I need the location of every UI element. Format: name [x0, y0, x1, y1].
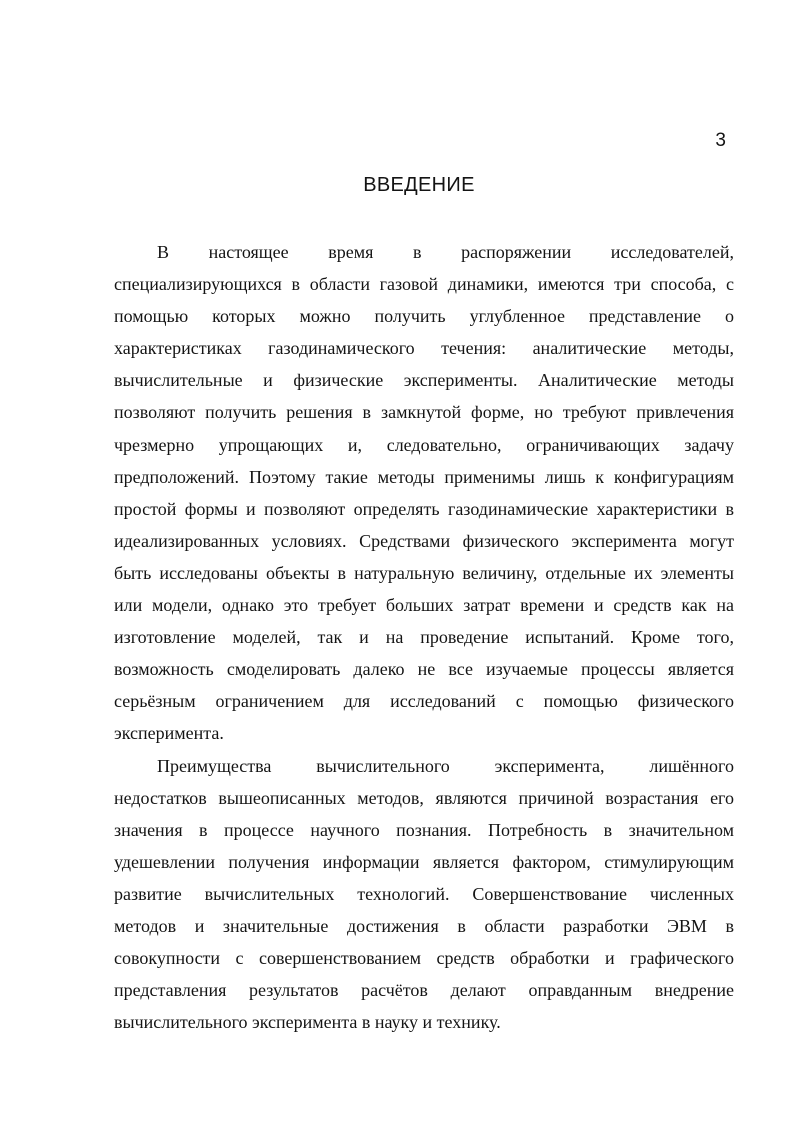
body-text — [114, 236, 734, 1038]
text-line: возможность смоделировать далеко не все изучаемые процессы является — [114, 659, 734, 680]
text-line: эксперимента. — [114, 723, 224, 744]
text-line: помощью которых можно получить углубленное представление о — [114, 306, 734, 327]
text-line: недостатков вышеописанных методов, являются причиной возрастания его — [114, 787, 734, 808]
text-line: Преимущества вычислительного эксперимента, лишённого — [157, 755, 734, 776]
paragraph-2 — [114, 750, 734, 1039]
text-line: идеализированных условиях. Средствами физического эксперимента могут — [114, 530, 734, 551]
text-line: быть исследованы объекты в натуральную величину, отдельные их элементы — [114, 562, 734, 583]
text-line: представления результатов расчётов делают оправданным внедрение — [114, 980, 734, 1001]
text-line: В настоящее время в распоряжении исследователей, — [157, 242, 734, 262]
text-line: серьёзным ограничением для исследований с помощью физического — [114, 691, 734, 712]
text-line: предположений. Поэтому такие методы применимы лишь к конфигурациям — [114, 466, 734, 487]
text-line: чрезмерно упрощающих и, следовательно, ограничивающих задачу — [114, 434, 734, 455]
text-line: значения в процессе научного познания. Потребность в значительном — [114, 819, 734, 840]
text-line: простой формы и позволяют определять газодинамические характеристики в — [114, 498, 734, 519]
text-line: позволяют получить решения в замкнутой форме, но требуют привлечения — [114, 402, 734, 423]
text-line: удешевлении получения информации является фактором, стимулирующим — [114, 851, 734, 872]
paragraph-1 — [114, 236, 734, 750]
text-line: развитие вычислительных технологий. Совершенствование численных — [114, 883, 734, 904]
section-heading: ВВЕДЕНИЕ — [363, 174, 475, 196]
text-line: методов и значительные достижения в области разработки ЭВМ в — [114, 915, 734, 936]
text-line: вычислительного эксперимента в науку и технику. — [114, 1012, 501, 1033]
text-line: специализирующихся в области газовой динамики, имеются три способа, с — [114, 274, 734, 295]
text-line: изготовление моделей, так и на проведение испытаний. Кроме того, — [114, 627, 734, 648]
text-line: характеристиках газодинамического течения: аналитические методы, — [114, 338, 734, 359]
text-line: совокупности с совершенствованием средств обработки и графического — [114, 948, 734, 969]
text-line: или модели, однако это требует больших затрат времени и средств как на — [114, 595, 734, 616]
text-line: вычислительные и физические эксперименты. Аналитические методы — [114, 370, 734, 391]
page-number: 3 — [715, 130, 726, 151]
